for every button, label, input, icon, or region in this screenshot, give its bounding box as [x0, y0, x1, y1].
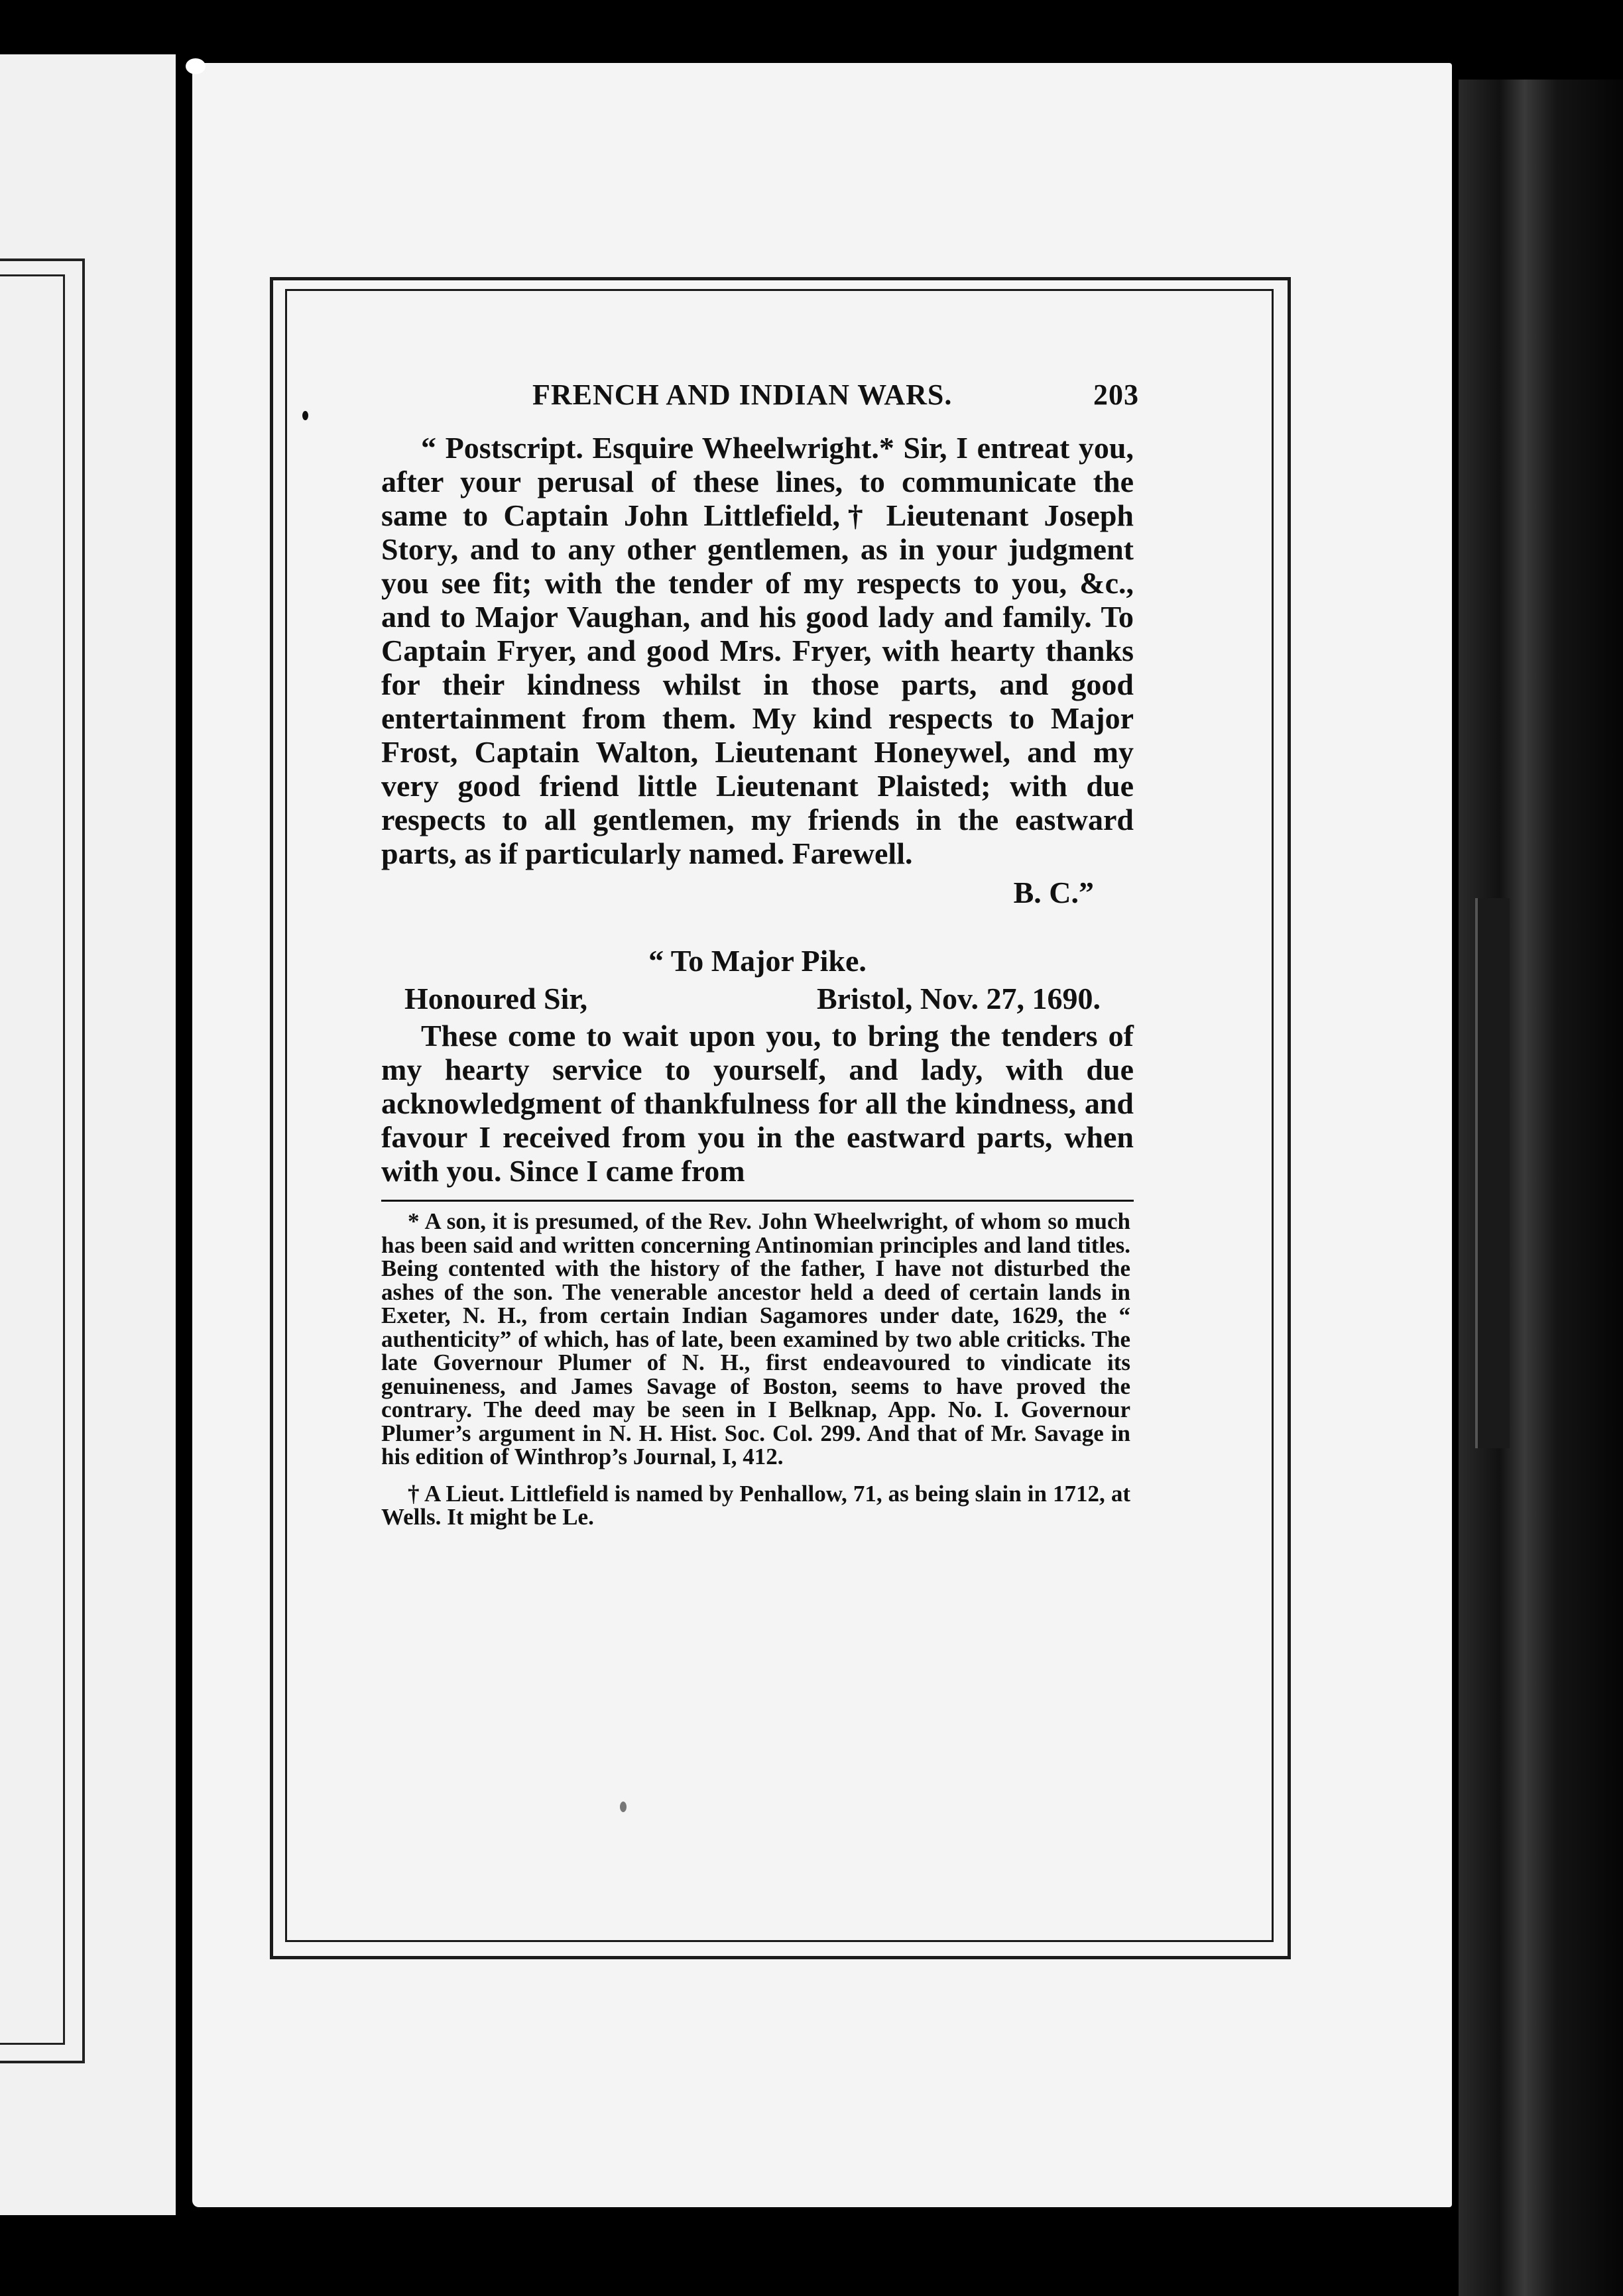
place-date: Bristol, Nov. 27, 1690.: [816, 982, 1101, 1015]
paper-speck: [186, 58, 206, 74]
left-adjacent-page: [0, 54, 176, 2215]
page-content: [381, 378, 1139, 1530]
dateline: [381, 982, 1134, 1019]
signature: B. C.”: [1013, 876, 1094, 909]
letter-heading: “ To Major Pike.: [648, 944, 867, 978]
postscript-paragraph: “ Postscript. Esquire Wheelwright.* Sir, I entreat you, after your perusal of these lines, to communicate the same to Captain John Littlefield,† Lieutenant Joseph Story, and to any other gentlemen, as in your judgment you see fit; with the tender of my respects to you, &c., and to Major Vaughan, and his good lady and family. To Captain Fryer, and good Mrs. Fryer, with hearty thanks for their kindness whilst in those parts, and good entertainment from them. My kind respects to Major Frost, Captain Walton, Lieutenant Honeywel, and my very good friend little Lieutenant Plaisted; with due respects to all gentlemen, my friends in the eastward parts, as if particularly named. Farewell.: [381, 431, 1134, 870]
paper-speck: [620, 1802, 627, 1812]
footnote-littlefield: † A Lieut. Littlefield is named by Penhallow, 71, as being slain in 1712, at Wells. It might be Le.: [381, 1480, 1130, 1530]
footnote-wheelwright: * A son, it is presumed, of the Rev. John Wheelwright, of whom so much has been said and written concerning Antinomian principles and land titles. Being contented with the history of the father, I have not disturbed the ashes of the son. The venerable ancestor held a deed of certain lands in Exeter, N. H., from certain Indian Sagamores under date, 1629, the “ authenticity” of which, has of late, been examined by two able criticks. The late Governour Plumer of N. H., first endeavoured to vindicate its genuineness, and James Savage of Boston, seems to have proved the contrary. The deed may be seen in I Belknap, App. No. I. Governour Plumer’s argument in N. H. Hist. Soc. Col. 299. And that of Mr. Savage in his edition of Winthrop’s Journal, I, 412.: [381, 1208, 1130, 1469]
footnotes: [381, 1210, 1130, 1529]
page-number: 203: [1093, 378, 1139, 411]
body-text: [381, 431, 1134, 1188]
page-edge-tab: [1475, 898, 1510, 1448]
letter-paragraph: These come to wait upon you, to bring the tenders of my hearty service to yourself, and lady, with due acknowledgment of thankfulness for all the kindness, and favour I received from you in the eastward parts, when with you. Since I came from: [381, 1019, 1134, 1188]
salutation: Honoured Sir,: [404, 982, 588, 1015]
running-head: [381, 378, 1139, 431]
running-title: FRENCH AND INDIAN WARS.: [532, 378, 953, 411]
left-page-border-inner: [0, 274, 65, 2045]
footnote-rule: [381, 1200, 1134, 1202]
margin-mark: [302, 411, 308, 420]
